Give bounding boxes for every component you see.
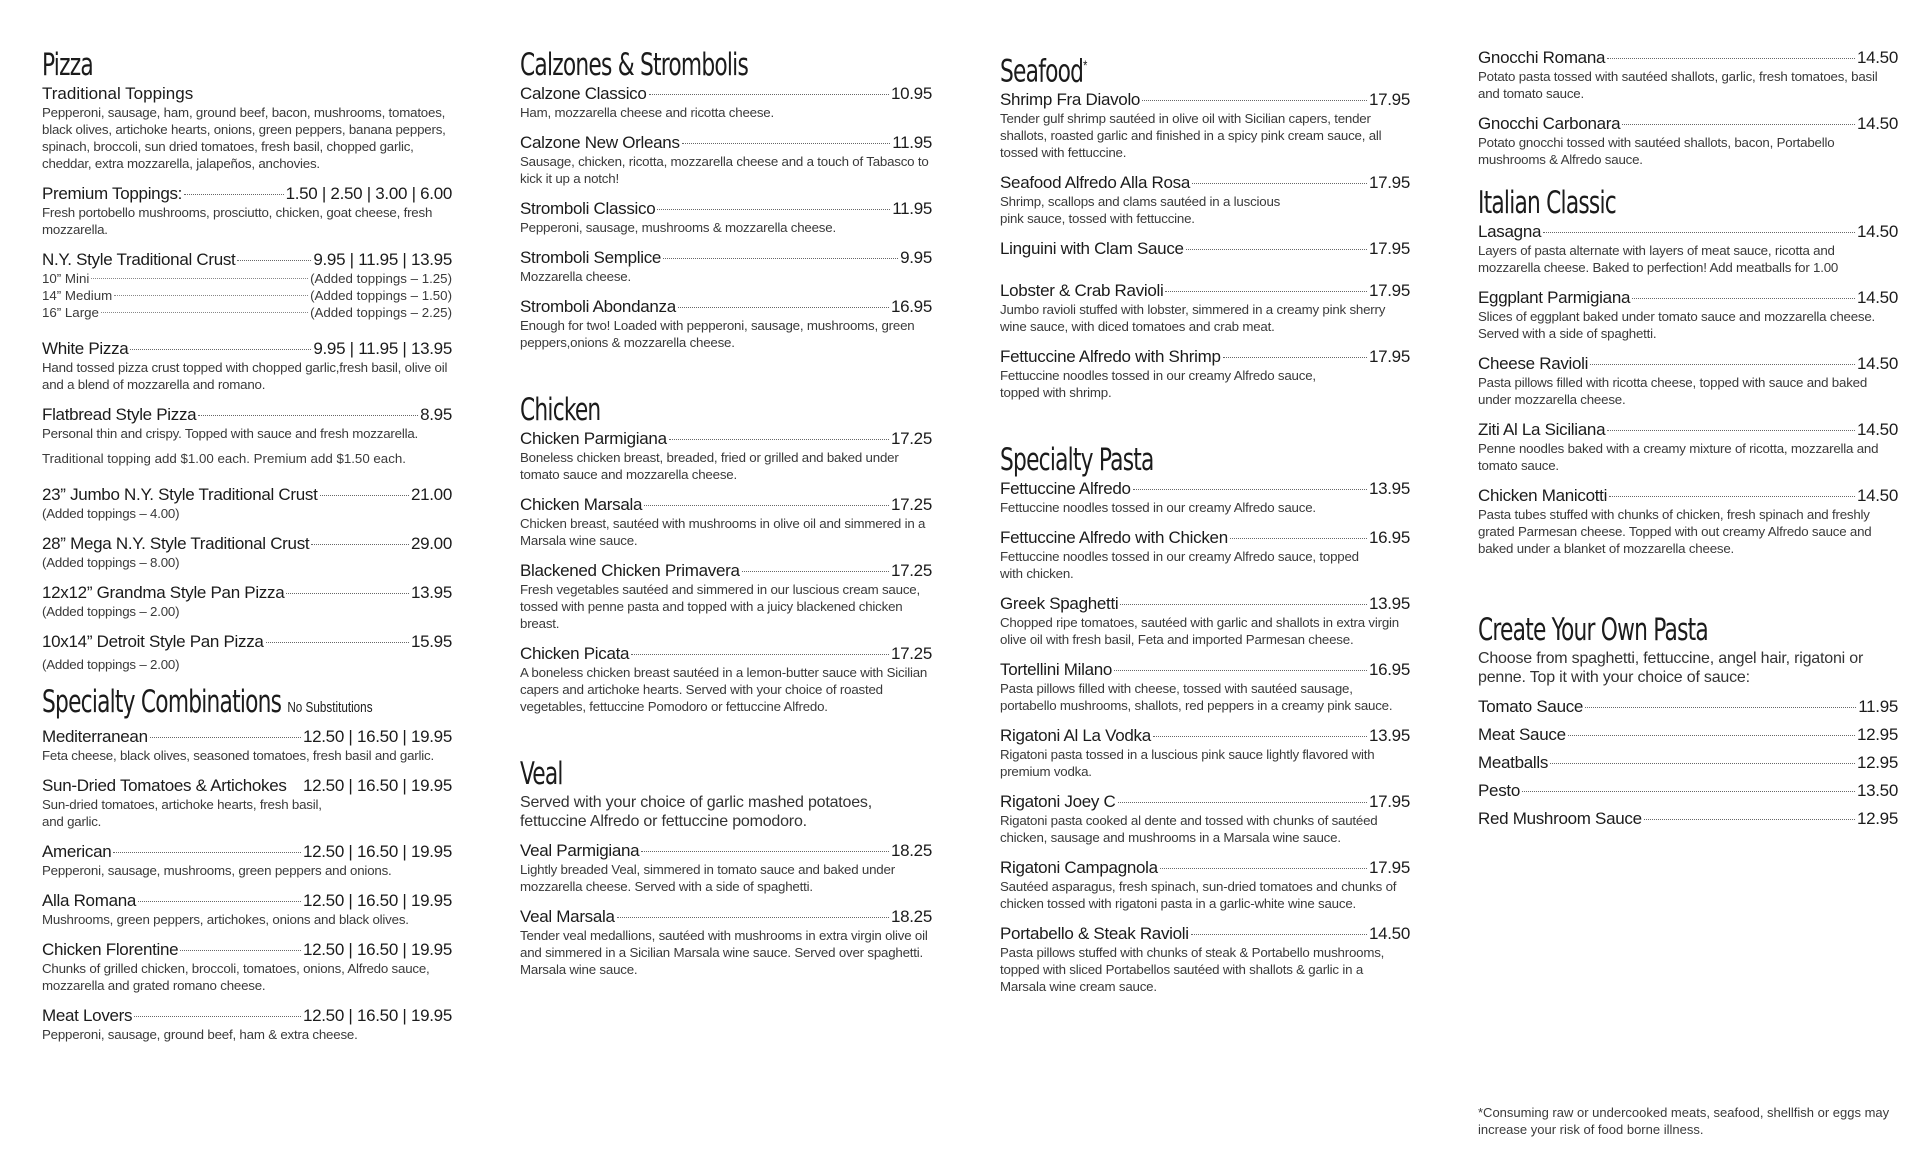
list-item [520,644,932,715]
item-name: Portabello & Steak Ravioli [1000,924,1189,944]
specialty-pasta-list [1000,479,1410,995]
list-item [42,727,452,764]
list-item [520,561,932,632]
raw-food-disclaimer: *Consuming raw or undercooked meats, seafood, shellfish or eggs may increase your risk of food borne illness. [1478,1105,1890,1137]
chicken-title: Chicken [520,392,601,428]
chicken-list [520,429,932,715]
item-price: 13.95 [1368,726,1410,746]
leader-dots [644,505,889,506]
list-item [1000,90,1410,161]
item-name: Chicken Parmigiana [520,429,667,448]
list-item [1000,173,1410,227]
item-desc: Pasta pillows filled with cheese, tossed with sautéed sausage, portabello mushrooms, shallots, red peppers in a creamy pink sauce. [1000,681,1393,714]
item-desc: Rigatoni pasta cooked al dente and tossed with chunks of sautéed chicken, sausage and mushrooms in a Marsala wine sauce. [1000,813,1378,846]
item-name: Pesto [1478,781,1520,800]
leader-dots [1622,124,1855,125]
item-desc: Lightly breaded Veal, simmered in tomato sauce and baked under mozzarella cheese. Served with a side of spaghetti. [520,862,895,894]
leader-dots [134,1016,301,1017]
size-line [42,270,452,287]
detroit-pan-pizza [42,632,452,673]
item-desc: Shrimp, scallops and clams sautéed in a luscious pink sauce, tossed with fettuccine. [1000,194,1281,227]
item-price: 12.50 | 16.50 | 19.95 [302,727,452,746]
leader-dots [1644,819,1855,820]
item-name: Chicken Marsala [520,495,643,514]
traditional-toppings [42,84,452,172]
seafood-title-text: Seafood [1000,53,1084,90]
list-item [1478,486,1898,557]
item-desc: Fettuccine noodles tossed in our creamy Alfredo sauce, topped with shrimp. [1000,368,1316,401]
list-item [1478,809,1898,829]
item-name: Red Mushroom Sauce [1478,809,1642,828]
item-desc: Rigatoni pasta tossed in a luscious pink sauce lightly flavored with premium vodka. [1000,747,1375,780]
item-price: 18.25 [890,841,932,860]
list-item [520,495,932,549]
list-item [1478,725,1898,745]
item-name: Mediterranean [42,727,148,746]
item-price: 13.95 [1368,594,1410,614]
item-name: Fettuccine Alfredo with Chicken [1000,528,1228,548]
item-name: Calzone New Orleans [520,133,680,152]
item-price: 16.95 [890,297,932,316]
leader-dots [1191,934,1367,935]
item-desc: Jumbo ravioli stuffed with lobster, simmered in a creamy pink sherry wine sauce, with diced tomatoes and crab meat. [1000,302,1386,335]
calzones-title: Calzones & Strombolis [520,47,749,83]
column-seafood-pasta [1000,48,1410,1007]
item-price: 17.95 [1368,858,1410,878]
item-desc: Pasta tubes stuffed with chunks of chicken, fresh spinach and freshly grated Parmesan cheese. Topped with out creamy Alfredo sauce and baked under a blanket of mozzarella cheese. [1478,507,1872,556]
item-desc: Pepperoni, sausage, mushrooms, green peppers and onions. [42,863,392,878]
size-name: 14” Medium [42,288,113,303]
italian-classic-title: Italian Classic [1478,185,1616,221]
list-item [1478,48,1898,102]
item-price: 14.50 [1856,114,1898,133]
item-name: Gnocchi Romana [1478,48,1606,67]
item-desc: Boneless chicken breast, breaded, fried or grilled and baked under tomato sauce and mozzarella cheese. [520,450,899,482]
leader-dots [1543,232,1855,233]
item-price: 17.95 [1368,90,1410,110]
item-desc: Tender gulf shrimp sautéed in olive oil with Sicilian capers, tender shallots, roasted garlic and finished in a spicy pink cream sauce, all tossed with fettuccine. [1000,111,1382,161]
leader-dots [1522,791,1855,792]
sauce-list [1478,697,1898,829]
list-item [520,297,932,351]
leader-dots [1114,670,1367,671]
leader-dots [266,642,409,643]
leader-dots [1192,183,1367,184]
list-item [1478,420,1898,474]
topping-note: Traditional topping add $1.00 each. Premium add $1.50 each. [42,451,406,466]
item-name: American [42,842,112,861]
item-price: 17.95 [1368,239,1410,259]
item-desc: Chicken breast, sautéed with mushrooms in olive oil and simmered in a Marsala wine sauce. [520,516,926,548]
traditional-toppings-desc: Pepperoni, sausage, ham, ground beef, bacon, mushrooms, tomatoes, black olives, artichoke hearts, onions, green peppers, banana peppers, spinach, broccoli, sun dried tomatoes, fresh basil, chopped garlic, cheddar, extra mozzarella, jalapeños, anchovies. [42,105,446,171]
item-price: 17.25 [890,561,932,580]
item-price: 14.50 [1856,288,1898,307]
leader-dots [1609,496,1855,497]
leader-dots [101,312,308,313]
list-item [1478,222,1898,276]
size-line [42,287,452,304]
create-pasta-title: Create Your Own Pasta [1478,612,1708,648]
leader-dots [138,901,301,902]
item-desc: Slices of eggplant baked under tomato sauce and mozzarella cheese. Served with a side of spaghetti. [1478,309,1876,341]
item-desc: Pasta pillows filled with ricotta cheese, topped with sauce and baked under mozzarella cheese. [1478,375,1868,407]
item-desc: Enough for two! Loaded with pepperoni, sausage, mushrooms, green peppers,onions & mozzarella cheese. [520,318,915,350]
leader-dots [1607,58,1855,59]
leader-dots [641,851,889,852]
item-desc: Pasta pillows stuffed with chunks of steak & Portabello mushrooms, topped with sliced Portabellos sautéed with shallots & garlic in a Marsala wine cream sauce. [1000,945,1385,995]
leader-dots [1607,430,1855,431]
item-desc: Fresh portobello mushrooms, prosciutto, chicken, goat cheese, fresh mozzarella. [42,205,433,237]
leader-dots [184,194,283,195]
item-price: 12.95 [1856,753,1898,772]
list-item [1478,354,1898,408]
item-price: 18.25 [890,907,932,926]
leader-dots [198,415,418,416]
leader-dots [742,571,889,572]
leader-dots [669,439,889,440]
list-item [1000,347,1410,401]
item-name: Veal Marsala [520,907,615,926]
flatbread-pizza [42,405,452,467]
column-pizza [42,48,452,1055]
item-name: Meat Sauce [1478,725,1566,744]
item-name: Stromboli Classico [520,199,656,218]
leader-dots [617,917,889,918]
item-price: 17.25 [890,495,932,514]
leader-dots [91,278,308,279]
list-item [1478,781,1898,801]
item-price: 13.50 [1856,781,1898,800]
list-item [1000,726,1410,780]
size-extra: (Added toppings – 1.50) [310,288,452,303]
white-pizza [42,339,452,393]
item-desc: Penne noodles baked with a creamy mixture of ricotta, mozzarella and tomato sauce. [1478,441,1879,473]
italian-classic-list [1478,222,1898,557]
leader-dots [1568,735,1855,736]
leader-dots [1186,249,1367,250]
list-item [520,133,932,187]
column-classics [1478,48,1898,837]
seafood-list [1000,90,1410,401]
item-price: 12.95 [1856,809,1898,828]
item-desc: (Added toppings – 2.00) [42,604,180,619]
item-price: 11.95 [892,199,932,218]
leader-dots [1632,298,1855,299]
item-name: Premium Toppings: [42,184,183,203]
item-name: White Pizza [42,339,129,358]
leader-dots [237,260,311,261]
veal-title: Veal [520,756,563,792]
seafood-mark: * [1083,57,1088,73]
size-name: 10” Mini [42,271,90,286]
item-name: Meatballs [1478,753,1549,772]
combos-title-text: Specialty Combinations [42,684,282,720]
create-pasta-intro: Choose from spaghetti, fettuccine, angel hair, rigatoni or penne. Top it with your choice of sauce: [1478,650,1864,686]
item-price: 17.25 [890,429,932,448]
leader-dots [114,295,308,296]
list-item [42,1006,452,1043]
item-name: Calzone Classico [520,84,647,103]
leader-dots [1118,802,1367,803]
leader-dots [1133,489,1367,490]
leader-dots [130,349,311,350]
item-price: 17.95 [1368,281,1410,301]
item-name: Linguini with Clam Sauce [1000,239,1184,259]
item-price: 11.95 [892,133,932,152]
leader-dots [649,94,889,95]
leader-dots [657,209,890,210]
combos-list [42,727,452,1043]
item-name: Sun-Dried Tomatoes & Artichokes [42,776,287,795]
item-name: Rigatoni Joey C [1000,792,1116,812]
list-item [520,907,932,978]
item-name: Flatbread Style Pizza [42,405,197,424]
ny-style-crust [42,250,452,321]
item-price: 12.50 | 16.50 | 19.95 [302,842,452,861]
list-item [520,248,932,285]
list-item [520,841,932,895]
item-name: Chicken Manicotti [1478,486,1608,505]
list-item [520,429,932,483]
leader-dots [311,544,409,545]
list-item [520,199,932,236]
item-desc: Fettuccine noodles tossed in our creamy Alfredo sauce, topped with chicken. [1000,549,1359,582]
item-price: 12.50 | 16.50 | 19.95 [302,940,452,959]
leader-dots [1590,364,1855,365]
pizza-title: Pizza [42,47,93,83]
leader-dots [1550,763,1855,764]
column-calzones-chicken-veal [520,48,932,990]
item-price: 17.25 [890,644,932,663]
list-item [1000,281,1410,335]
item-name: Shrimp Fra Diavolo [1000,90,1141,110]
item-price: 9.95 [900,248,932,267]
leader-dots [1153,736,1367,737]
item-price: 12.50 | 16.50 | 19.95 [302,891,452,910]
list-item [42,891,452,928]
item-name: Chicken Florentine [42,940,179,959]
leader-dots [631,654,889,655]
list-item [520,84,932,121]
item-price: 21.00 [410,485,452,504]
item-desc: Sautéed asparagus, fresh spinach, sun-dried tomatoes and chunks of chicken tossed with rigatoni pasta in a garlic-white wine sauce. [1000,879,1397,912]
list-item [1478,114,1898,168]
list-item [1000,858,1410,912]
item-name: Chicken Picata [520,644,630,663]
item-desc: (Added toppings – 8.00) [42,555,180,570]
item-desc: A boneless chicken breast sautéed in a lemon-butter sauce with Sicilian capers and artichoke hearts. Served with your choice of roasted vegetables, fettuccine Pomodoro or fettuccine Alfredo. [520,665,928,714]
item-name: 28” Mega N.Y. Style Traditional Crust [42,534,310,553]
list-item [1000,528,1410,582]
item-desc: Pepperoni, sausage, ground beef, ham & extra cheese. [42,1027,358,1042]
list-item [1000,924,1410,995]
item-desc: Feta cheese, black olives, seasoned tomatoes, fresh basil and garlic. [42,748,434,763]
item-desc: Potato gnocchi tossed with sautéed shallots, bacon, Portabello mushrooms & Alfredo sauce. [1478,135,1835,167]
item-price: 17.95 [1368,347,1410,367]
item-desc: Fettuccine noodles tossed in our creamy Alfredo sauce. [1000,500,1316,516]
item-desc: Ham, mozzarella cheese and ricotta cheese. [520,105,774,120]
item-name: 12x12” Grandma Style Pan Pizza [42,583,285,602]
item-desc: Hand tossed pizza crust topped with chopped garlic,fresh basil, olive oil and a blend of mozzarella and romano. [42,360,448,392]
item-price: 16.95 [1368,528,1410,548]
item-name: Lasagna [1478,222,1542,241]
list-item [1000,479,1410,516]
item-desc: Sausage, chicken, ricotta, mozzarella cheese and a touch of Tabasco to kick it up a notch! [520,154,929,186]
item-price: 14.50 [1856,486,1898,505]
item-price: 17.95 [1368,173,1410,193]
leader-dots [320,495,409,496]
mega-crust [42,534,452,571]
leader-dots [678,307,889,308]
traditional-toppings-head: Traditional Toppings [42,84,194,103]
veal-intro: Served with your choice of garlic mashed potatoes, fettuccine Alfredo or fettuccine pomodoro. [520,794,872,830]
item-price: 9.95 | 11.95 | 13.95 [313,339,452,358]
item-name: 10x14” Detroit Style Pan Pizza [42,632,264,651]
item-price: 14.50 [1856,48,1898,67]
item-desc: Layers of pasta alternate with layers of meat sauce, ricotta and mozzarella cheese. Baked to perfection! Add meatballs for 1.00 [1478,243,1839,275]
item-name: Stromboli Abondanza [520,297,676,316]
list-item [42,776,452,830]
item-name: Rigatoni Al La Vodka [1000,726,1151,746]
leader-dots [682,143,891,144]
item-name: Fettuccine Alfredo [1000,479,1131,499]
item-desc: Sun-dried tomatoes, artichoke hearts, fresh basil, and garlic. [42,797,322,829]
list-item [42,842,452,879]
item-name: Lobster & Crab Ravioli [1000,281,1164,301]
item-desc: Potato pasta tossed with sautéed shallots, garlic, fresh tomatoes, basil and tomato sauce. [1478,69,1878,101]
item-name: Fettuccine Alfredo with Shrimp [1000,347,1221,367]
list-item [1478,288,1898,342]
list-item [1478,753,1898,773]
list-item [1000,660,1410,714]
leader-dots [286,593,409,594]
item-name: N.Y. Style Traditional Crust [42,250,236,269]
specialty-combinations-title [42,684,373,725]
item-price: 13.95 [1368,479,1410,499]
item-name: 23” Jumbo N.Y. Style Traditional Crust [42,485,318,504]
grandma-pan-pizza [42,583,452,620]
calzones-list [520,84,932,351]
item-price: 14.50 [1856,222,1898,241]
combos-note: No Substitutions [287,699,373,716]
leader-dots [180,950,301,951]
item-price: 29.00 [410,534,452,553]
item-price: 11.95 [1858,697,1898,716]
item-name: Meat Lovers [42,1006,133,1025]
item-desc: Tender veal medallions, sautéed with mushrooms in extra virgin olive oil and simmered in a Sicilian Marsala wine sauce. Served over spaghetti. Marsala wine sauce. [520,928,928,977]
size-line [42,304,452,321]
leader-dots [1165,291,1366,292]
size-extra: (Added toppings – 2.25) [310,305,452,320]
item-name: Rigatoni Campagnola [1000,858,1158,878]
item-price: 1.50 | 2.50 | 3.00 | 6.00 [285,184,452,203]
item-name: Seafood Alfredo Alla Rosa [1000,173,1191,193]
item-desc: (Added toppings – 2.00) [42,657,180,672]
item-desc: (Added toppings – 4.00) [42,506,180,521]
item-name: Tortellini Milano [1000,660,1113,680]
item-price: 10.95 [890,84,932,103]
leader-dots [663,258,898,259]
size-name: 16” Large [42,305,99,320]
item-price: 14.50 [1856,420,1898,439]
item-name: Stromboli Semplice [520,248,662,267]
leader-dots [1160,868,1367,869]
item-name: Greek Spaghetti [1000,594,1119,614]
item-price: 17.95 [1368,792,1410,812]
item-price: 14.50 [1856,354,1898,373]
item-name: Cheese Ravioli [1478,354,1589,373]
item-desc: Mushrooms, green peppers, artichokes, onions and black olives. [42,912,409,927]
item-name: Eggplant Parmigiana [1478,288,1631,307]
item-price: 16.95 [1368,660,1410,680]
item-price: 13.95 [410,583,452,602]
item-price: 14.50 [1368,924,1410,944]
jumbo-crust [42,485,452,522]
item-desc: Chopped ripe tomatoes, sautéed with garlic and shallots in extra virgin olive oil with fresh basil, Feta and imported Parmesan cheese. [1000,615,1399,648]
leader-dots [1142,100,1367,101]
item-desc: Mozzarella cheese. [520,269,631,284]
list-item [1000,594,1410,648]
item-desc: Personal thin and crispy. Topped with sauce and fresh mozzarella. [42,426,419,441]
item-price: 12.50 | 16.50 | 19.95 [302,776,452,795]
item-price: 12.50 | 16.50 | 19.95 [302,1006,452,1025]
item-price: 9.95 | 11.95 | 13.95 [313,250,452,269]
leader-dots [1120,604,1367,605]
list-item [1478,697,1898,717]
item-name: Gnocchi Carbonara [1478,114,1621,133]
gnocchi-list [1478,48,1898,168]
leader-dots [113,852,301,853]
specialty-pasta-title: Specialty Pasta [1000,442,1154,479]
item-name: Alla Romana [42,891,137,910]
list-item [42,940,452,994]
leader-dots [1230,538,1367,539]
list-item [1000,239,1410,259]
item-name: Tomato Sauce [1478,697,1584,716]
seafood-title [1000,48,1320,88]
item-price: 15.95 [410,632,452,651]
veal-list [520,841,932,978]
item-name: Ziti Al La Siciliana [1478,420,1606,439]
list-item [1000,792,1410,846]
item-name: Veal Parmigiana [520,841,640,860]
size-extra: (Added toppings – 1.25) [310,271,452,286]
item-desc: Chunks of grilled chicken, broccoli, tomatoes, onions, Alfredo sauce, mozzarella and grated romano cheese. [42,961,430,993]
item-price: 12.95 [1856,725,1898,744]
leader-dots [150,737,301,738]
item-name: Blackened Chicken Primavera [520,561,740,580]
leader-dots [1223,357,1367,358]
premium-toppings [42,184,452,238]
item-desc: Pepperoni, sausage, mushrooms & mozzarella cheese. [520,220,836,235]
item-desc: Fresh vegetables sautéed and simmered in our luscious cream sauce, tossed with penne pasta and topped with a juicy blackened chicken breast. [520,582,920,631]
leader-dots [1585,707,1856,708]
item-price: 8.95 [420,405,452,424]
